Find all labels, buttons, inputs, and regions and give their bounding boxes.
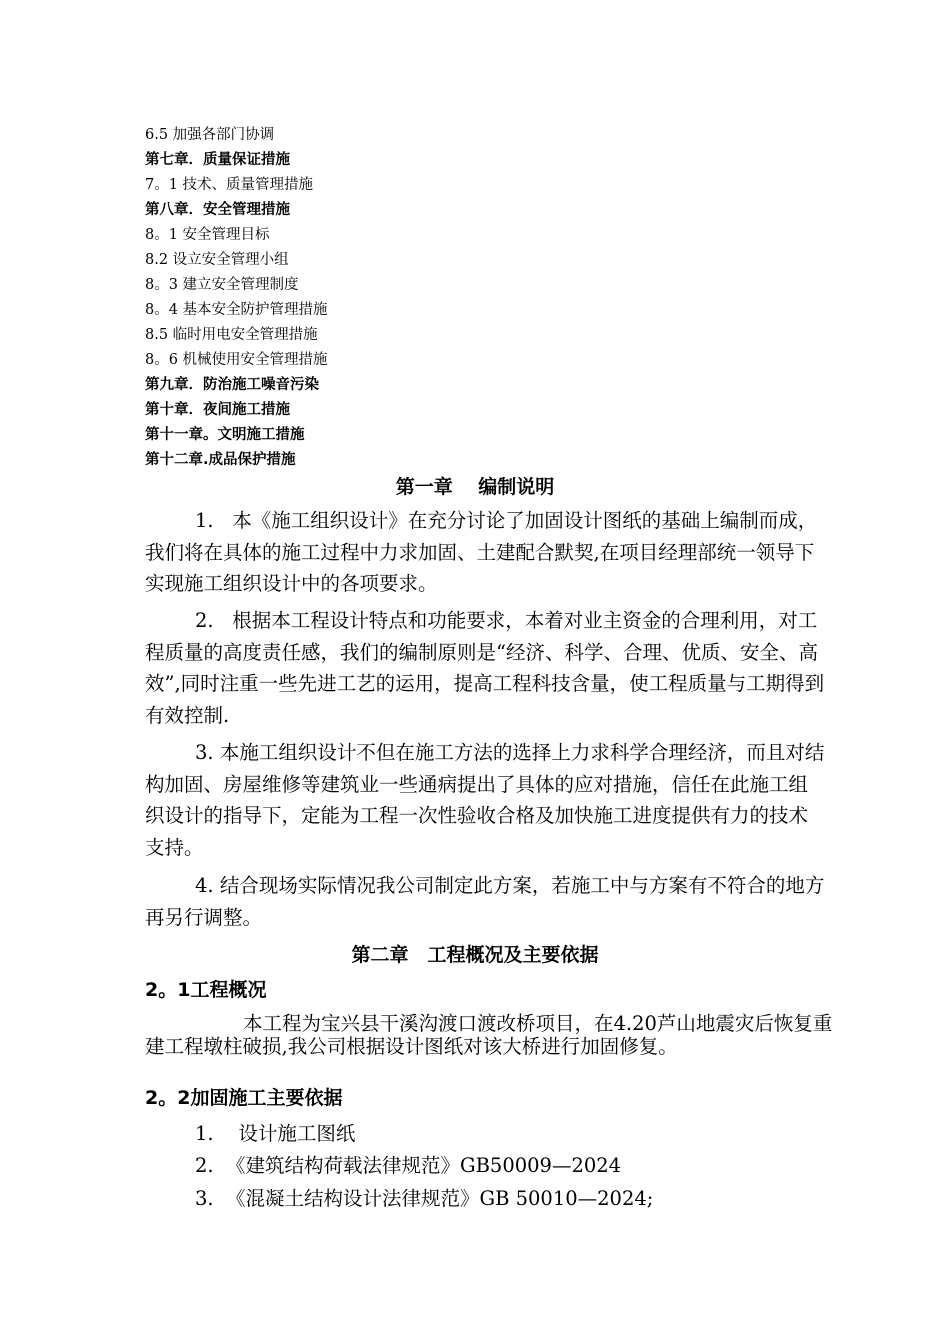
chapter-1-paragraph-3 [145,737,825,863]
chapter-1-paragraph-4 [145,870,825,933]
toc-section-entry: 8.5 临时用电安全管理措施 [145,327,318,343]
section-2-2-title: 2。2加固施工主要依据 [145,1087,343,1109]
basis-text: 《建筑结构荷载法律规范》GB50009—2024 [226,1154,622,1177]
toc-section-entry: 6.5 加强各部门协调 [145,127,275,143]
toc-chapter-entry: 第九章．防治施工噪音污染 [145,377,319,393]
toc-chapter-entry: 第七章．质量保证措施 [145,152,290,168]
basis-number: 1. [195,1122,214,1145]
chapter-1-paragraph-1 [145,505,825,600]
basis-item-3 [195,1183,653,1211]
paragraph-text: 本施工组织设计不但在施工方法的选择上力求科学合理经济，而且对结构加固、房屋维修等建筑业一些通病提出了具体的应对措施，信任在此施工组织设计的指导下，定能为工程一次性验收合格及加快施工进度提供有力的技术支持。 [145,741,825,859]
chapter-2-title: 第二章 工程概况及主要依据 [351,944,599,966]
basis-number: 2. [195,1154,214,1177]
paragraph-number: 1. [195,509,214,532]
basis-text: 设计施工图纸 [238,1122,356,1145]
paragraph-text: 本工程为宝兴县干溪沟渡口渡改桥项目，在4.20芦山地震灾后恢复重建工程墩柱破损,我公司根据设计图纸对该大桥进行加固修复。 [145,1012,833,1058]
section-2-1-text [145,1012,835,1058]
paragraph-number: 4. [195,874,214,897]
chapter-1-title: 第一章 编制说明 [395,476,555,498]
toc-chapter-entry: 第八章．安全管理措施 [145,202,290,218]
toc-section-entry: 7。1 技术、质量管理措施 [145,177,314,193]
basis-number: 3. [195,1187,214,1210]
toc-chapter-entry: 第十一章。文明施工措施 [145,427,305,443]
basis-item-1 [195,1118,355,1146]
toc-chapter-entry: 第十章．夜间施工措施 [145,402,290,418]
toc-section-entry: 8.2 设立安全管理小组 [145,252,289,268]
paragraph-number: 3. [195,741,214,764]
table-of-contents [145,123,845,473]
basis-text: 《混凝土结构设计法律规范》GB 50010—2024; [226,1187,654,1210]
section-2-1-title: 2。1工程概况 [145,979,267,1001]
toc-section-entry: 8。1 安全管理目标 [145,227,270,243]
paragraph-text: 本《施工组织设计》在充分讨论了加固设计图纸的基础上编制而成，我们将在具体的施工过程中力求加固、土建配合默契,在项目经理部统一领导下实现施工组织设计中的各项要求。 [145,509,818,595]
basis-item-2 [195,1150,621,1178]
paragraph-number: 2. [195,609,214,632]
toc-chapter-entry: 第十二章.成品保护措施 [145,452,296,468]
chapter-1-paragraph-2 [145,605,825,731]
toc-section-entry: 8。3 建立安全管理制度 [145,277,299,293]
toc-section-entry: 8。6 机械使用安全管理措施 [145,352,328,368]
toc-section-entry: 8。4 基本安全防护管理措施 [145,302,328,318]
paragraph-text: 根据本工程设计特点和功能要求，本着对业主资金的合理利用，对工程质量的高度责任感，我们的编制原则是“经济、科学、合理、优质、安全、高效”,同时注重一些先进工艺的运用，提高工程科技含量，使工程质量与工期得到有效控制. [145,609,825,727]
paragraph-text: 结合现场实际情况我公司制定此方案，若施工中与方案有不符合的地方再另行调整。 [145,874,825,929]
